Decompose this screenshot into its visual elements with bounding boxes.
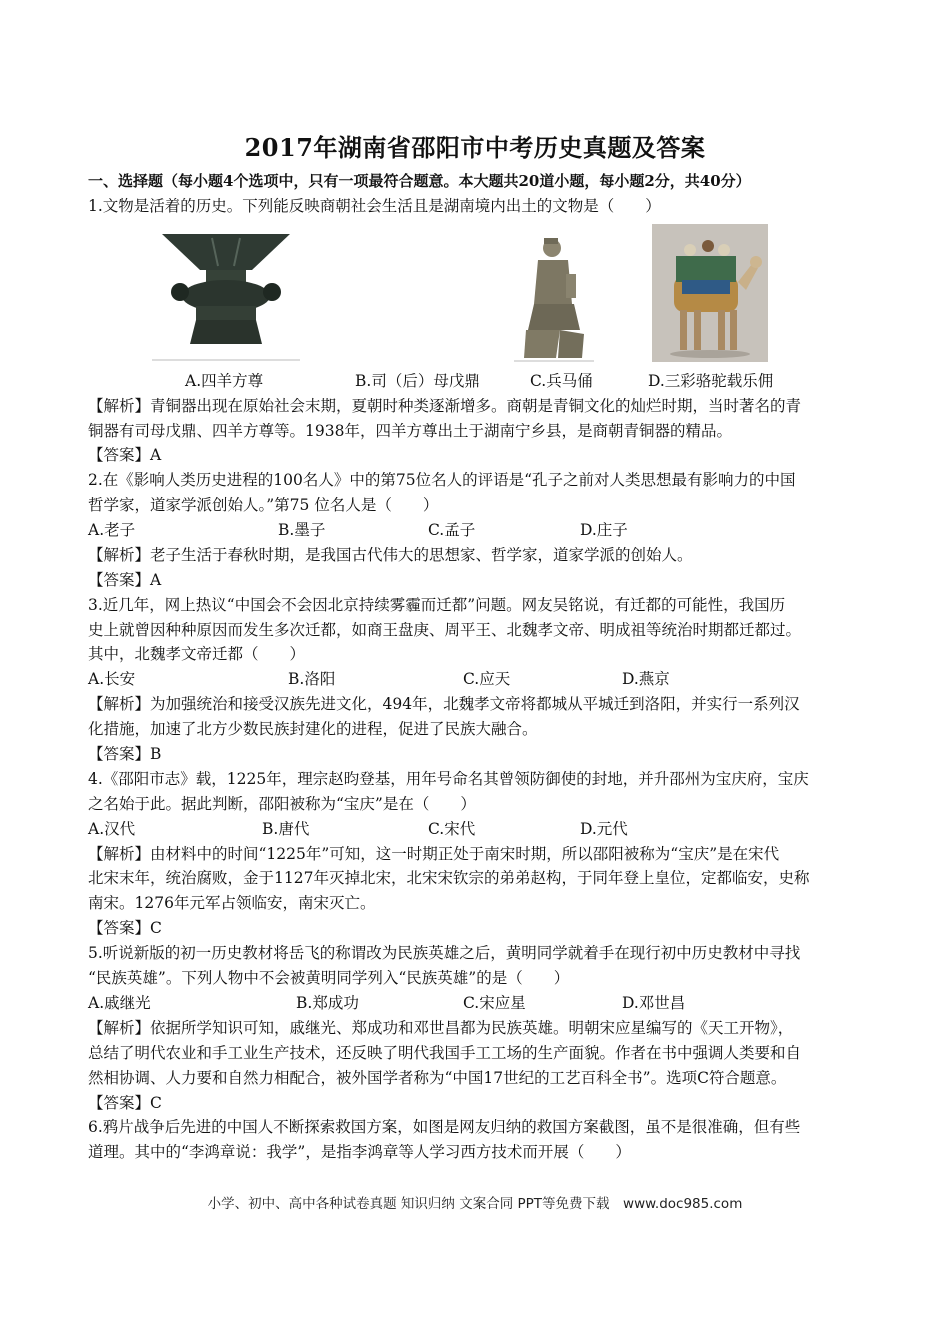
q4-option-a: A.汉代	[88, 820, 136, 838]
q4-analysis-line: 南宋。1276年元军占领临安，南宋灭亡。	[88, 894, 376, 912]
q6-stem-line: 6.鸦片战争后先进的中国人不断探索救国方案，如图是网友归纳的救国方案截图，虽不是很准确，但有些	[88, 1118, 801, 1136]
tricolor-camel-image	[652, 224, 768, 362]
four-goat-square-zun-image	[152, 226, 300, 362]
q3-option-b: B.洛阳	[288, 670, 336, 688]
q5-stem-line: 5.听说新版的初一历史教材将岳飞的称谓改为民族英雄之后，黄明同学就着手在现行初中历史教材中寻找	[88, 944, 801, 962]
q3-analysis-line: 【解析】为加强统治和接受汉族先进文化，494年，北魏孝文帝将都城从平城迁到洛阳，并实行一系列汉	[88, 695, 800, 713]
q1-caption-c: C.兵马俑	[530, 372, 593, 390]
q2-option-b: B.墨子	[278, 521, 326, 539]
q2-option-d: D.庄子	[580, 521, 628, 539]
q1-analysis-line: 铜器有司母戊鼎、四羊方尊等。1938年，四羊方尊出土于湖南宁乡县，是商朝青铜器的精品。	[88, 422, 732, 440]
q5-analysis-line: 总结了明代农业和手工业生产技术，还反映了明代我国手工工场的生产面貌。作者在书中强调人类要和自	[88, 1044, 802, 1062]
q5-analysis-line: 【解析】依据所学知识可知，戚继光、郑成功和邓世昌都为民族英雄。明朝宋应星编写的《天工开物》，	[88, 1019, 794, 1037]
q1-answer: 【答案】A	[88, 446, 162, 464]
q3-stem-line: 史上就曾因种种原因而发生多次迁都，如商王盘庚、周平王、北魏孝文帝、明成祖等统治时期都迁都过。	[88, 621, 802, 639]
q4-option-b: B.唐代	[262, 820, 310, 838]
q3-option-a: A.长安	[88, 670, 136, 688]
q5-analysis-line: 然相协调、人力要和自然力相配合，被外国学者称为“中国17世纪的工艺百科全书”。选项C符合题意。	[88, 1069, 787, 1087]
q1-caption-d: D.三彩骆驼载乐佣	[648, 372, 774, 390]
page-title: 2017年湖南省邵阳市中考历史真题及答案	[244, 133, 706, 162]
q2-option-a: A.老子	[88, 521, 136, 539]
q3-option-d: D.燕京	[622, 670, 670, 688]
q4-analysis-line: 【解析】由材料中的时间“1225年”可知，这一时期正处于南宋时期，所以邵阳被称为“宝庆”是在宋代	[88, 845, 780, 863]
q5-option-c: C.宋应星	[463, 994, 526, 1012]
q1-analysis-line: 【解析】青铜器出现在原始社会末期，夏朝时种类逐渐增多。商朝是青铜文化的灿烂时期，当时著名的青	[88, 397, 802, 415]
q5-option-b: B.郑成功	[296, 994, 359, 1012]
q3-analysis-line: 化措施，加速了北方少数民族封建化的进程，促进了民族大融合。	[88, 720, 538, 738]
q1-stem: 1.文物是活着的历史。下列能反映商朝社会生活且是湖南境内出土的文物是（ ）	[88, 197, 661, 215]
q2-stem-line: 2.在《影响人类历史进程的100名人》中的第75位名人的评语是“孔子之前对人类思想最有影响力的中国	[88, 471, 796, 489]
section-header: 一、选择题（每小题4个选项中，只有一项最符合题意。本大题共20道小题，每小题2分，共40分）	[88, 172, 751, 190]
page-footer: 小学、初中、高中各种试卷真题 知识归纳 文案合同 PPT等免费下载 www.doc985.com	[207, 1196, 743, 1212]
q4-option-c: C.宋代	[428, 820, 476, 838]
q1-caption-b: B.司（后）母戊鼎	[355, 372, 480, 390]
q3-answer: 【答案】B	[88, 745, 162, 763]
terracotta-warrior-image	[514, 234, 594, 362]
q2-stem-line: 哲学家，道家学派创始人。”第75 位名人是（ ）	[88, 496, 439, 514]
q2-analysis-line: 【解析】老子生活于春秋时期，是我国古代伟大的思想家、哲学家，道家学派的创始人。	[88, 546, 693, 564]
q2-option-c: C.孟子	[428, 521, 476, 539]
q4-answer: 【答案】C	[88, 919, 162, 937]
q3-stem-line: 3.近几年，网上热议“中国会不会因北京持续雾霾而迁都”问题。网友吴铭说，有迁都的可能性，我国历	[88, 596, 786, 614]
q5-answer: 【答案】C	[88, 1094, 162, 1112]
q5-stem-line: “民族英雄”。下列人物中不会被黄明同学列入“民族英雄”的是（ ）	[88, 969, 570, 987]
q3-option-c: C.应天	[463, 670, 511, 688]
q5-option-a: A.戚继光	[88, 994, 151, 1012]
q5-option-d: D.邓世昌	[622, 994, 686, 1012]
q6-stem-line: 道理。其中的“李鸿章说：我学”，是指李鸿章等人学习西方技术而开展（ ）	[88, 1143, 631, 1161]
q4-analysis-line: 北宋末年，统治腐败，金于1127年灭掉北宋，北宋宋钦宗的弟弟赵构，于同年登上皇位，定都临安，史称	[88, 869, 810, 887]
q4-option-d: D.元代	[580, 820, 628, 838]
q4-stem-line: 4.《邵阳市志》载，1225年，理宗赵昀登基，用年号命名其曾领防御使的封地，并升邵州为宝庆府，宝庆	[88, 770, 809, 788]
q2-answer: 【答案】A	[88, 571, 162, 589]
q1-caption-a: A.四羊方尊	[185, 372, 264, 390]
q3-stem-line: 其中，北魏孝文帝迁都（ ）	[88, 645, 306, 663]
q4-stem-line: 之名始于此。据此判断，邵阳被称为“宝庆”是在（ ）	[88, 795, 476, 813]
